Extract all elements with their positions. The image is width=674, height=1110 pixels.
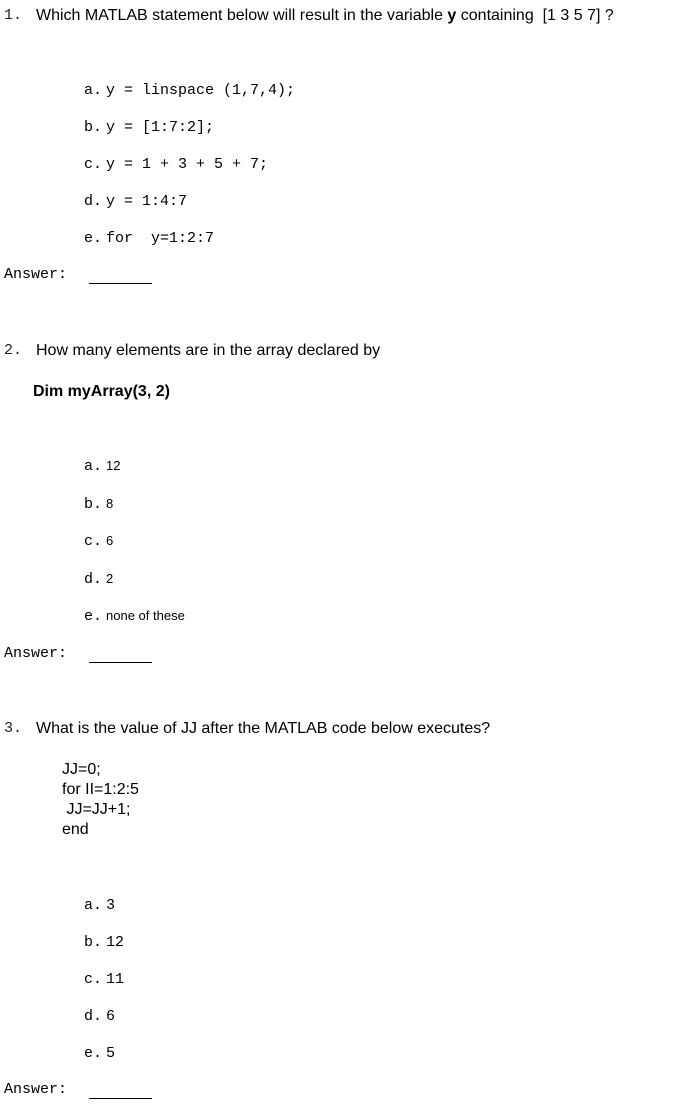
choice-text: 5	[106, 1045, 116, 1062]
code-line: JJ=JJ+1;	[62, 801, 131, 818]
code-line: JJ=0;	[62, 761, 101, 778]
choice-text: y = 1 + 3 + 5 + 7;	[106, 156, 269, 173]
code-line: for II=1:2:5	[62, 781, 139, 798]
answer-blank[interactable]	[89, 662, 152, 663]
code-snippet	[62, 760, 139, 840]
choice-letter: b.	[84, 496, 103, 513]
choice-letter: a.	[84, 897, 103, 914]
choice-letter: a.	[84, 82, 103, 99]
answer-label: Answer:	[4, 645, 68, 662]
question-prompt: What is the value of JJ after the MATLAB code below executes?	[36, 720, 491, 737]
choice-text: y = linspace (1,7,4);	[106, 82, 296, 99]
choice-letter: a.	[84, 458, 103, 475]
choice-letter: c.	[84, 156, 103, 173]
choice-text: y = [1:7:2];	[106, 119, 215, 136]
choice-text: for y=1:2:7	[106, 230, 215, 247]
choice-text: 3	[106, 897, 116, 914]
choice-e[interactable]	[68, 1026, 115, 1081]
choice-text: y = 1:4:7	[106, 193, 188, 210]
prompt-text: Which MATLAB statement below will result in the variable	[36, 7, 448, 24]
choice-letter: b.	[84, 934, 103, 951]
choice-text: 6	[106, 1008, 116, 1025]
array-declaration: Dim myArray(3, 2)	[33, 383, 170, 400]
answer-label: Answer:	[4, 1081, 68, 1098]
choice-letter: d.	[84, 571, 103, 588]
choice-letter: e.	[84, 230, 103, 247]
choice-letter: d.	[84, 193, 103, 210]
question-prompt	[36, 7, 614, 25]
choice-text: 12	[106, 934, 125, 951]
choice-text: 11	[106, 971, 125, 988]
choice-letter: d.	[84, 1008, 103, 1025]
prompt-text-end: containing [1 3 5 7] ?	[456, 7, 614, 24]
question-number: 2.	[4, 342, 23, 359]
choice-letter: b.	[84, 119, 103, 136]
answer-blank[interactable]	[89, 1098, 152, 1099]
question-number: 3.	[4, 720, 23, 737]
choice-text: 6	[106, 533, 114, 548]
choice-letter: e.	[84, 608, 103, 625]
choice-text: 8	[106, 496, 114, 511]
choice-letter: e.	[84, 1045, 103, 1062]
choice-e[interactable]	[68, 589, 185, 644]
choice-e[interactable]	[68, 211, 214, 266]
code-line: end	[62, 821, 89, 838]
choice-text: none of these	[106, 608, 185, 623]
answer-blank[interactable]	[89, 283, 152, 284]
question-prompt: How many elements are in the array declared by	[36, 342, 381, 359]
answer-label: Answer:	[4, 266, 68, 283]
prompt-variable: y	[447, 7, 457, 24]
choice-text: 2	[106, 571, 114, 586]
choice-letter: c.	[84, 971, 103, 988]
choice-letter: c.	[84, 533, 103, 550]
question-number: 1.	[4, 7, 23, 24]
choice-text: 12	[106, 458, 121, 473]
